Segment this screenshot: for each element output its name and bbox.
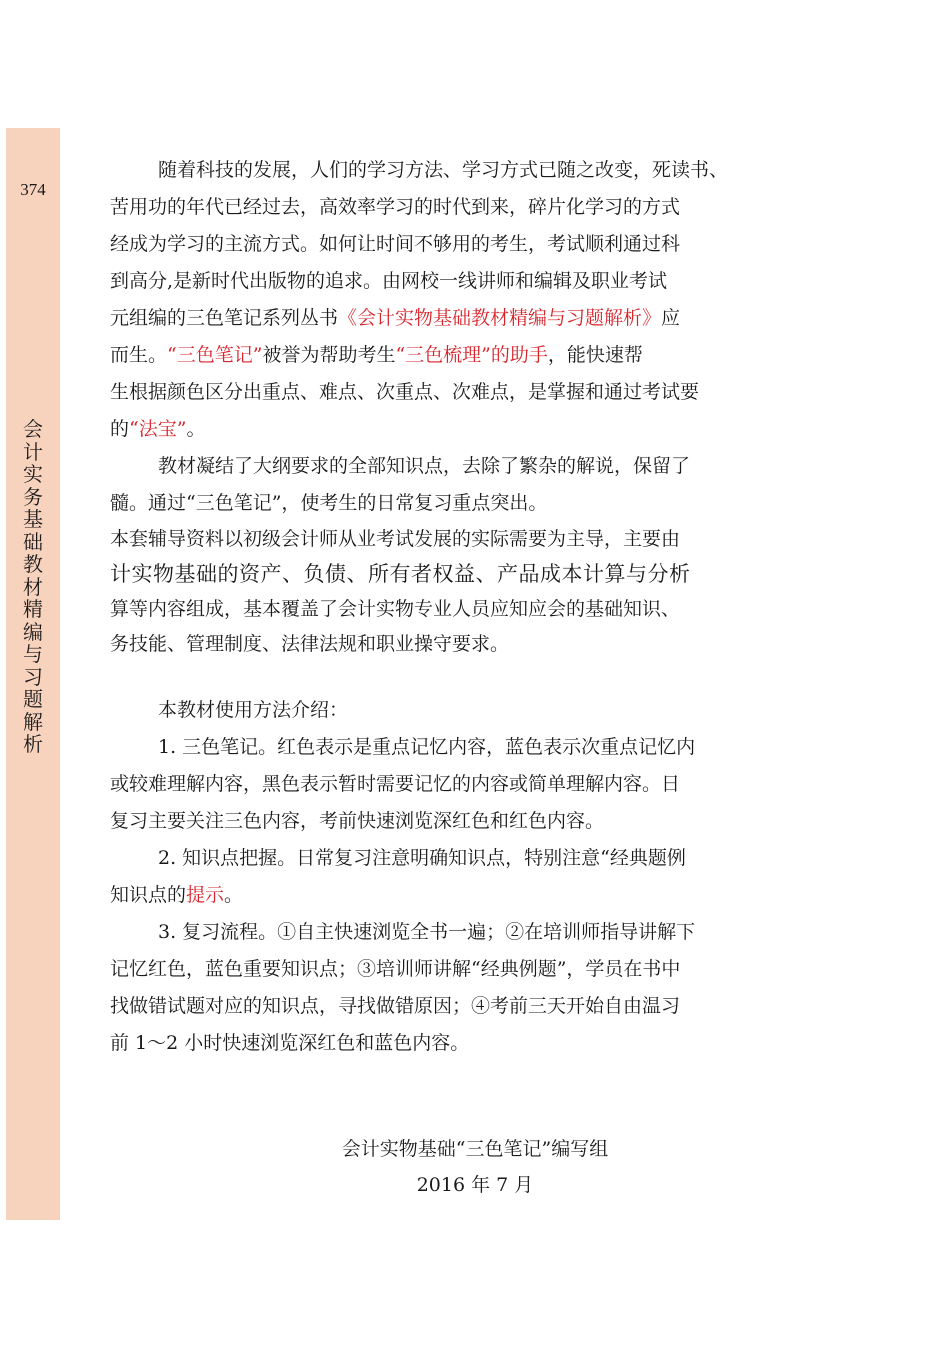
text-line: 随着科技的发展，人们的学习方法、学习方式已随之改变，死读书、 [158,159,729,181]
side-title-char: 实 [23,462,43,486]
text-segment: 应 [661,307,681,329]
side-title-char: 解 [23,709,43,734]
text-line: 算等内容组成，基本覆盖了会计实物专业人员应知应会的基础知识、 [110,598,681,620]
text-segment: 被誉为帮助考生 [262,344,396,366]
highlight-helper: “三色梳理”的助手 [395,344,548,366]
side-title-char: 习 [23,664,43,689]
text-line [110,337,806,374]
text-line [110,411,806,448]
book-title-highlight: 《会计实物基础教材精编与习题解析》 [338,307,662,329]
highlight-three-color-notes: “三色笔记” [167,344,263,366]
text-segment: 元组编的三色笔记系列丛书 [110,307,339,329]
side-title-char: 编 [23,619,43,644]
side-title-char: 教 [23,552,43,576]
text-segment: 而生。 [110,344,168,366]
side-band [6,128,60,1220]
side-title-char: 精 [23,597,43,621]
highlight-magic-weapon: “法宝” [129,418,187,440]
spacer [110,662,806,692]
side-title-char: 析 [23,732,43,756]
signature-date: 2016 年 7 月 [416,1174,534,1196]
preface-body [110,152,806,1072]
text-line: 复习主要关注三色内容，考前快速浏览深红色和红色内容。 [110,810,605,832]
text-segment: 。 [224,884,244,906]
highlight-hint: 提示 [186,884,225,906]
text-line: 苦用功的年代已经过去，高效率学习的时代到来，碎片化学习的方式 [110,196,681,218]
page-number: 374 [20,180,46,199]
side-title-char: 与 [23,642,43,666]
text-segment: 的 [110,418,130,440]
side-title-char: 基 [23,507,43,531]
side-title-char: 会 [23,417,43,441]
side-title-char: 题 [23,687,43,711]
usage-section [110,692,806,1062]
text-line: 经成为学习的主流方式。如何让时间不够用的考生，考试顺利通过科 [110,233,681,255]
side-title-char: 计 [23,439,43,464]
text-line: 2. 知识点把握。日常复习注意明确知识点，特别注意“经典题例 [158,847,686,869]
intro-paragraph [110,152,806,448]
text-line: 务技能、管理制度、法律法规和职业操守要求。 [110,633,510,655]
text-line: 前 1～2 小时快速浏览深红色和蓝色内容。 [110,1032,470,1054]
text-line: 计实物基础的资产、负债、所有者权益、产品成本计算与分析 [110,562,691,586]
scope-paragraph [110,522,806,662]
signature-group: 会计实物基础“三色笔记”编写组 [341,1138,609,1160]
text-line: 髓。通过“三色笔记”，使考生的日常复习重点突出。 [110,492,548,514]
text-line: 本套辅导资料以初级会计师从业考试发展的实际需要为主导，主要由 [110,528,681,550]
text-segment: ，能快速帮 [547,344,643,366]
text-line: 到高分,是新时代出版物的追求。由网校一线讲师和编辑及职业考试 [110,270,668,292]
text-line: 教材凝结了大纲要求的全部知识点，去除了繁杂的解说，保留了 [158,455,691,477]
text-line: 生根据颜色区分出重点、难点、次重点、次难点，是掌握和通过考试要 [110,381,700,403]
text-line [110,300,806,337]
text-line [110,877,806,914]
text-line: 或较难理解内容，黑色表示暂时需要记忆的内容或简单理解内容。日 [110,773,681,795]
text-line: 记忆红色，蓝色重要知识点；③培训师讲解“经典例题”，学员在书中 [110,958,681,980]
side-title-char: 础 [23,529,43,554]
text-line: 3. 复习流程。①自主快速浏览全书一遍；②在培训师指导讲解下 [158,921,696,943]
text-line: 1. 三色笔记。红色表示是重点记忆内容，蓝色表示次重点记忆内 [158,736,696,758]
side-book-title [6,418,60,756]
side-title-char: 务 [23,484,43,509]
text-segment: 知识点的 [110,884,187,906]
text-line: 找做错试题对应的知识点，寻找做错原因；④考前三天开始自由温习 [110,995,681,1017]
side-title-char: 材 [23,574,43,599]
materials-paragraph [110,448,806,522]
text-segment: 。 [186,418,206,440]
usage-heading: 本教材使用方法介绍： [158,699,349,721]
